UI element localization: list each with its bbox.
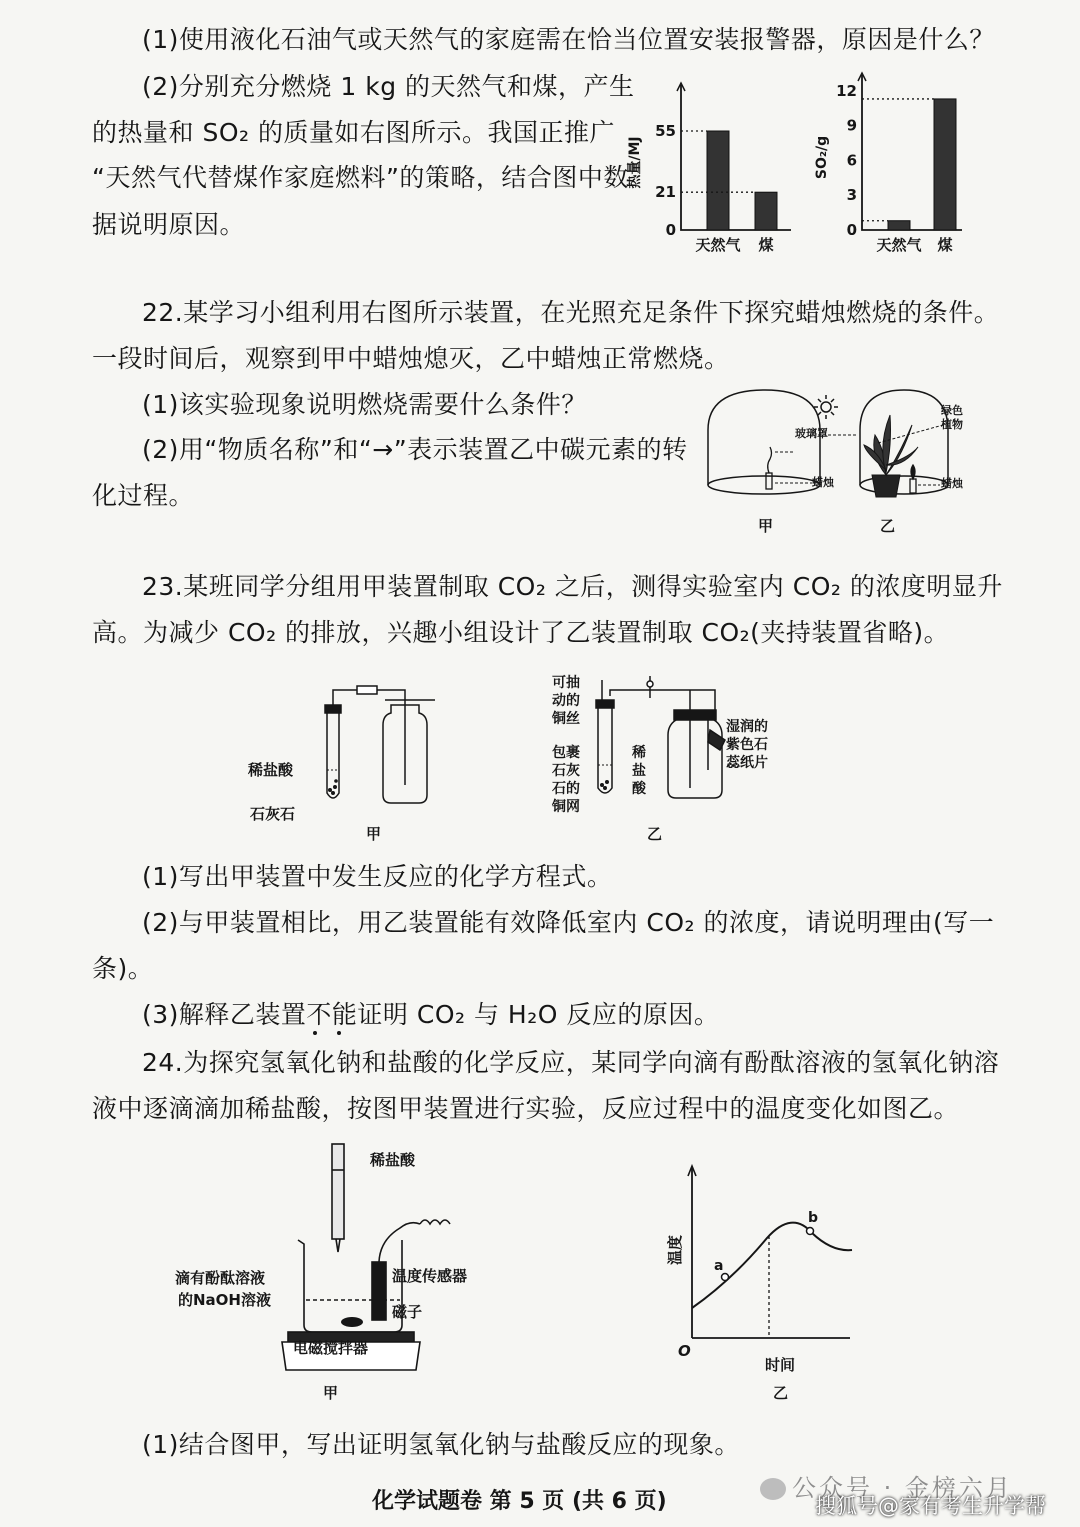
tick-label: 6 [846, 151, 857, 170]
label-copper-wire-3: 铜丝 [552, 711, 580, 727]
temperature-curve-chart [650, 1140, 850, 1380]
fig22-jia-caption: 甲 [758, 517, 774, 535]
bell-jar-jia [708, 390, 820, 494]
label-glass-cover: 玻璃罩 [795, 427, 828, 440]
tick-label: 9 [846, 116, 857, 135]
category-label: 天然气 [876, 236, 922, 254]
so2-bar-chart [812, 80, 962, 270]
q21-part2-line2: 的热量和 SO₂ 的质量如右图所示。我国正推广 [92, 118, 615, 147]
label-plant-2: 植物 [941, 418, 963, 431]
label-dilute-hcl-q24: 稀盐酸 [370, 1151, 416, 1169]
point-a-label: a [714, 1258, 724, 1274]
bar [934, 99, 956, 230]
candle-yi [910, 465, 916, 493]
label-copper-net-1: 包裹 [552, 745, 580, 761]
q21-part1: (1)使用液化石油气或天然气的家庭需在恰当位置安装报警器，原因是什么？ [142, 25, 995, 54]
emphasis-dot [337, 1031, 341, 1035]
q24-line1: 24.为探究氢氧化钠和盐酸的化学反应，某同学向滴有酚酞溶液的氢氧化钠溶 [142, 1048, 1000, 1077]
fig24-jia-caption: 甲 [323, 1384, 339, 1402]
label-dilute-hcl-yi-3: 酸 [632, 781, 646, 797]
label-copper-wire-2: 动的 [552, 693, 580, 709]
fig22-yi-caption: 乙 [880, 517, 896, 535]
label-candle-jia: 蜡烛 [812, 476, 834, 489]
q22-part2-cont: 化过程。 [92, 481, 195, 510]
label-copper-net-3: 石的 [552, 781, 580, 797]
emphasis-dot [313, 1031, 317, 1035]
tick-label: 3 [846, 186, 857, 205]
label-limestone-jia: 石灰石 [250, 805, 296, 823]
category-label: 天然气 [695, 236, 741, 254]
label-litmus-3: 蕊纸片 [726, 755, 768, 771]
label-litmus-1: 湿润的 [726, 719, 768, 735]
bar [707, 131, 729, 230]
heat-bar-chart [625, 80, 795, 270]
tick-label: 12 [836, 81, 857, 100]
q24-part1: (1)结合图甲，写出证明氢氧化钠与盐酸反应的现象。 [142, 1430, 740, 1459]
label-copper-wire-1: 可抽 [552, 675, 580, 691]
point-a [722, 1274, 729, 1281]
label-solution-2: 的NaOH溶液 [178, 1291, 271, 1309]
q22-part2: (2)用“物质名称”和“→”表示装置乙中碳元素的转 [142, 435, 688, 464]
point-b [807, 1228, 814, 1235]
tick-label: 0 [846, 221, 857, 239]
label-dilute-hcl-yi-2: 盐 [632, 763, 646, 779]
label-litmus-2: 紫色石 [726, 737, 768, 753]
label-copper-net-2: 石灰 [552, 763, 580, 779]
fig23-jia-caption: 甲 [366, 825, 382, 843]
label-plant-1: 绿色 [941, 404, 963, 417]
label-temperature-sensor: 温度传感器 [392, 1267, 468, 1285]
q23-part2: (2)与甲装置相比，用乙装置能有效降低室内 CO₂ 的浓度，请说明理由(写一 [142, 908, 995, 937]
bar [888, 221, 910, 230]
origin-label: O [678, 1342, 691, 1360]
label-dilute-hcl-yi-1: 稀 [632, 745, 646, 761]
x-axis-label: 时间 [764, 1356, 796, 1374]
label-solution-1: 滴有酚酞溶液 [175, 1269, 266, 1287]
label-dilute-hcl-jia: 稀盐酸 [248, 761, 294, 779]
bar [755, 192, 777, 230]
watermark-sohu: 搜狐号@家有考生升学帮 [815, 1494, 1046, 1518]
q23-part3: (3)解释乙装置不能证明 CO₂ 与 H₂O 反应的原因。 [142, 1000, 720, 1029]
y-axis-label: 热量/MJ [627, 136, 643, 189]
q23-line1: 23.某班同学分组用甲装置制取 CO₂ 之后，测得实验室内 CO₂ 的浓度明显升 [142, 572, 1003, 601]
q23-line2: 高。为减少 CO₂ 的排放，兴趣小组设计了乙装置制取 CO₂(夹持装置省略)。 [92, 618, 950, 647]
y-axis-label: SO₂/g [814, 135, 830, 180]
q22-part1: (1)该实验现象说明燃烧需要什么条件？ [142, 390, 587, 419]
q21-part2-line1: (2)分别充分燃烧 1 kg 的天然气和煤，产生 [142, 72, 635, 101]
q24-line2: 液中逐滴滴加稀盐酸，按图甲装置进行实验，反应过程中的温度变化如图乙。 [92, 1094, 960, 1123]
page-footer: 化学试题卷 第 5 页 (共 6 页) [372, 1489, 667, 1514]
category-label: 煤 [937, 236, 953, 254]
label-magnet: 磁子 [392, 1303, 423, 1321]
apparatus-jia [305, 685, 505, 825]
point-b-label: b [808, 1210, 819, 1226]
candle-jia [766, 447, 772, 489]
apparatus-yi [590, 670, 740, 810]
tick-label: 21 [655, 183, 676, 202]
q22-line2: 一段时间后，观察到甲中蜡烛熄灭，乙中蜡烛正常燃烧。 [92, 344, 730, 373]
q21-part2-line4: 据说明原因。 [92, 210, 246, 239]
y-axis-label: 温度 [666, 1234, 684, 1266]
tick-label: 0 [665, 221, 676, 239]
q23-part1: (1)写出甲装置中发生反应的化学方程式。 [142, 862, 613, 891]
category-label: 煤 [758, 236, 774, 254]
label-candle-yi: 蜡烛 [941, 477, 963, 490]
q21-part2-line3: “天然气代替煤作家庭燃料”的策略，结合图中数 [92, 163, 629, 192]
q22-line1: 22.某学习小组利用右图所示装置，在光照充足条件下探究蜡烛燃烧的条件。 [142, 298, 1000, 327]
fig23-yi-caption: 乙 [647, 825, 663, 843]
watermark-wechat: 公众号 · 金榜六月 [760, 1468, 1013, 1503]
label-stirrer: 电磁搅拌器 [293, 1339, 369, 1357]
q23-part2-cont: 条)。 [92, 954, 154, 983]
label-copper-net-4: 铜网 [552, 799, 580, 815]
wechat-icon [760, 1478, 786, 1500]
fig24-yi-caption: 乙 [773, 1384, 789, 1402]
tick-label: 55 [655, 122, 676, 140]
